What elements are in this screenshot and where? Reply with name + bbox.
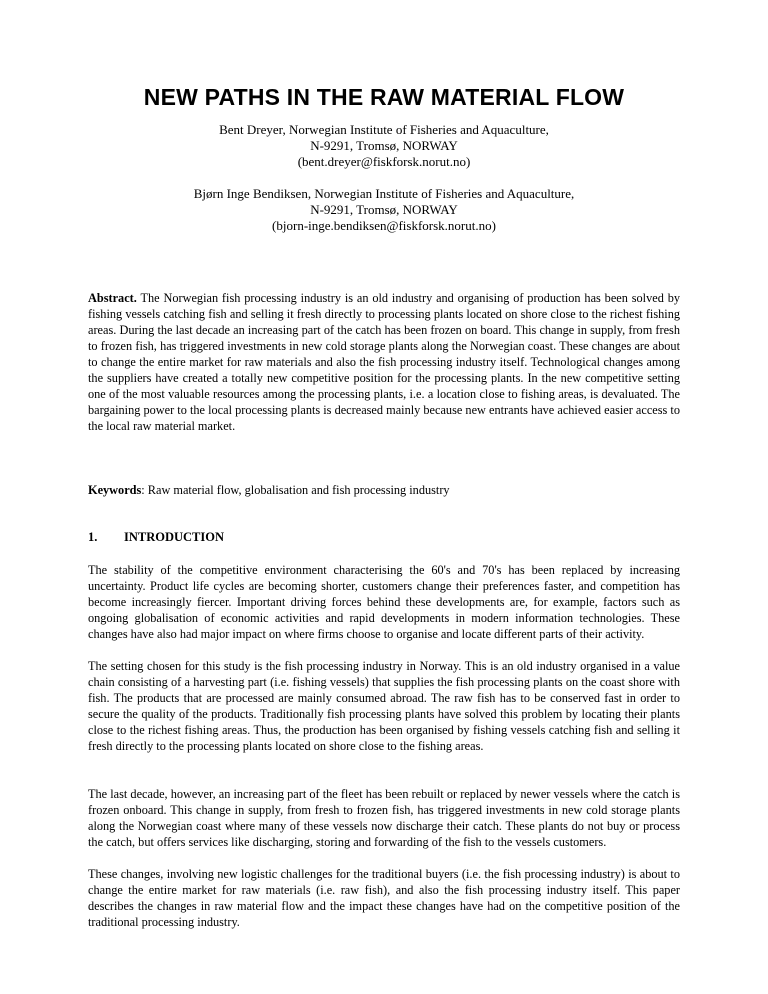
body-paragraph-3: The last decade, however, an increasing part of the fleet has been rebuilt or replaced by newer vessels where the catch is frozen onboard. This change in supply, from fresh to frozen fish, has triggered investments in new cold storage plants along the Norwegian coast where many of these vessels now discharge their catch. These plants do not buy or process the catch, but offers services like discharging, storing and forwarding of the fish to the vessels customers. xyxy=(88,787,680,849)
abstract xyxy=(88,290,680,434)
author-name-affiliation: Bjørn Inge Bendiksen, Norwegian Institute of Fisheries and Aquaculture, xyxy=(193,186,575,201)
body-paragraph-4: These changes, involving new logistic challenges for the traditional buyers (i.e. the fish processing industry) is about to change the entire market for raw materials (i.e. raw fish), and also the fish processing industry itself. This paper describes the changes in raw material flow and the impact these changes have had on the competitive position of the traditional processing industry. xyxy=(88,867,680,929)
paper-title: NEW PATHS IN THE RAW MATERIAL FLOW xyxy=(143,84,625,110)
keywords xyxy=(88,482,680,498)
abstract-text: The Norwegian fish processing industry is an old industry and organising of production has been solved by fishing vessels catching fish and selling it fresh directly to processing plants located on shore close to the richest fishing areas. During the last decade an increasing part of the catch has been frozen on board. This change in supply, from fresh to frozen fish, has triggered investments in new cold storage plants along the Norwegian coast. These changes are about to change the entire market for raw materials and also the fish processing industry itself. Technological changes among the suppliers have created a totally new competitive position for the processing plants. In the new competitive setting one of the most valuable resources among the processing plants, i.e. a location close to fishing areas, is devaluated. The bargaining power to the local processing plants is decreased mainly because new entrants have achieved easier access to the local raw material market. xyxy=(88,291,680,433)
section-number: 1. xyxy=(88,530,98,544)
author-block-1 xyxy=(0,122,768,170)
author-email: (bjorn-inge.bendiksen@fiskforsk.norut.no) xyxy=(272,218,496,233)
section-title: INTRODUCTION xyxy=(124,530,225,544)
author-name-affiliation: Bent Dreyer, Norwegian Institute of Fisheries and Aquaculture, xyxy=(219,122,549,137)
author-address: N-9291, Tromsø, NORWAY xyxy=(310,138,458,153)
keywords-label: Keywords xyxy=(88,483,142,497)
abstract-label: Abstract. xyxy=(88,291,137,305)
body-paragraph-1: The stability of the competitive environment characterising the 60's and 70's has been replaced by increasing uncertainty. Product life cycles are becoming shorter, customers change their preferences faster, and competition has become increasingly fiercer. Important driving forces behind these developments are, for example, factors such as ongoing globalisation of economic activities and rapid developments in modern information technologies. These changes have also had major impact on where firms choose to organise and locate different parts of their activity. xyxy=(88,563,680,641)
section-heading xyxy=(88,530,224,545)
keywords-text: : Raw material flow, globalisation and fish processing industry xyxy=(141,483,450,497)
body-paragraph-2: The setting chosen for this study is the fish processing industry in Norway. This is an old industry organised in a value chain consisting of a harvesting part (i.e. fishing vessels) that supplies the fish processing plants on the coast shore with fish. The products that are processed are mainly consumed abroad. The raw fish has to be conserved fast in order to secure the quality of the products. Traditionally fish processing plants have solved this problem by locating their plants close to the richest fishing areas. Thus, the production has been organised by fishing vessels catching fish and selling it fresh directly to the processing plants located on shore close to the fishing areas. xyxy=(88,659,680,753)
author-address: N-9291, Tromsø, NORWAY xyxy=(310,202,458,217)
author-email: (bent.dreyer@fiskforsk.norut.no) xyxy=(297,154,471,169)
author-block-2 xyxy=(0,186,768,234)
